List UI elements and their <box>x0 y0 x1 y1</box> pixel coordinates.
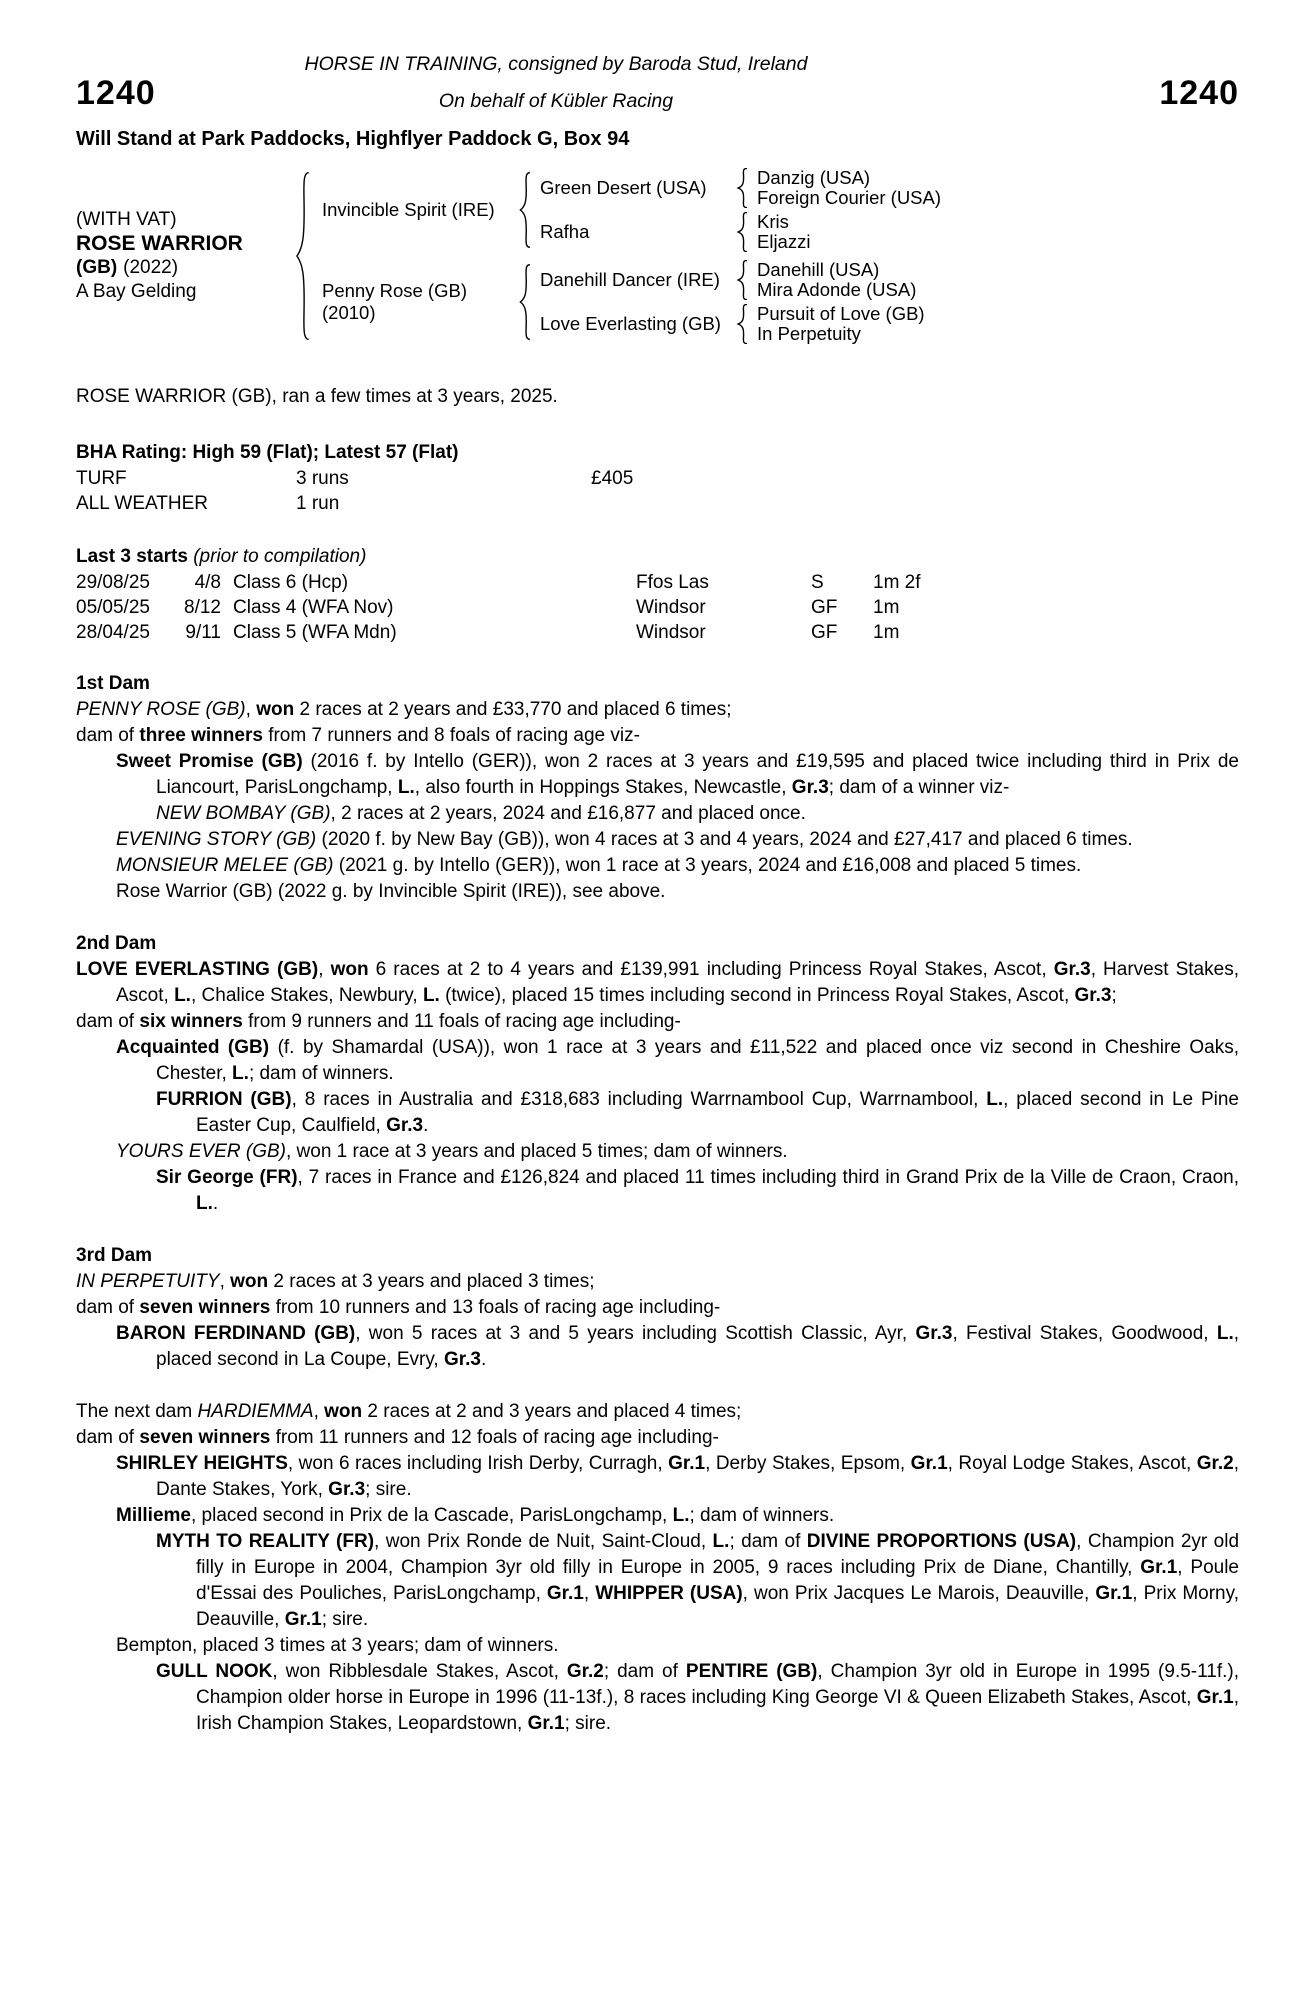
text-segment: , <box>318 959 331 980</box>
text-segment: GULL NOOK <box>156 1661 273 1682</box>
text-segment: Gr.1 <box>546 1583 584 1604</box>
ped-dam-sire-sire: Danehill (USA) <box>757 259 880 280</box>
text-segment: ; dam of a winner viz- <box>828 777 1010 798</box>
text-segment: , 8 races in Australia and £318,683 including Warrnambool Cup, Warrnambool, <box>291 1089 987 1110</box>
ped-sire: Invincible Spirit (IRE) <box>322 199 495 220</box>
text-segment: won <box>330 959 369 980</box>
bha-rating-block <box>76 440 1239 516</box>
ped-sire-sire: Green Desert (USA) <box>540 177 707 198</box>
text-segment: Gr.1 <box>1140 1557 1178 1578</box>
text-segment: , 2 races at 2 years, 2024 and £16,877 and placed once. <box>330 803 806 824</box>
dam-section <box>76 931 1239 1217</box>
catalogue-paragraph <box>76 1659 1239 1737</box>
text-segment: dam of <box>76 1427 140 1448</box>
text-segment: Gr.3 <box>1053 959 1091 980</box>
text-segment: Gr.2 <box>1196 1453 1234 1474</box>
sire-sire-row <box>540 168 941 208</box>
text-segment: Gr.1 <box>668 1453 706 1474</box>
text-segment: , <box>583 1583 596 1604</box>
text-segment: EVENING STORY (GB) <box>116 829 317 850</box>
cell-course: Windsor <box>636 597 706 618</box>
text-segment: (2020 f. by New Bay (GB)), won 4 races at 3 and 4 years, 2024 and £27,417 and placed 6 times. <box>316 829 1133 850</box>
ped-sire-sire-dam: Foreign Courier (USA) <box>757 187 942 208</box>
horse-country-suffix: (GB) <box>76 257 118 278</box>
text-segment: FURRION (GB) <box>156 1089 292 1110</box>
text-segment: , won Prix Ronde de Nuit, Saint-Cloud, <box>374 1531 713 1552</box>
text-segment: Rose Warrior (GB) (2022 g. by Invincible Spirit (IRE)), see above. <box>116 881 666 902</box>
ped-sire-dam: Rafha <box>540 221 590 242</box>
text-segment: Gr.1 <box>1196 1687 1234 1708</box>
cell-runs: 1 run <box>296 493 340 514</box>
horse-name: ROSE WARRIOR <box>76 232 243 255</box>
text-segment: won <box>324 1401 363 1422</box>
dam-section <box>76 1399 1239 1737</box>
text-segment: Gr.3 <box>444 1349 481 1370</box>
catalogue-paragraph <box>76 1633 1239 1659</box>
catalogue-paragraph <box>76 697 1239 723</box>
lot-number-right: 1240 <box>1159 74 1239 112</box>
text-segment: (f. by Shamardal (USA)), won 1 race at 3 years and £11,522 and placed once viz second in Cheshire Oaks, Chester, <box>156 1037 1239 1084</box>
catalogue-paragraph <box>76 1399 1239 1425</box>
text-segment: . <box>480 1349 487 1370</box>
text-segment: MYTH TO REALITY (FR) <box>156 1531 375 1552</box>
cell-course: Windsor <box>636 622 706 643</box>
text-segment: , won Prix Jacques Le Marois, Deauville, <box>742 1583 1096 1604</box>
header-center <box>76 52 1036 116</box>
cell-earnings: £405 <box>591 468 634 489</box>
text-segment: , Prix Morny, Deauville, <box>196 1583 1239 1630</box>
pedigree-brace-icon <box>518 264 531 340</box>
text-segment: The next dam <box>76 1401 198 1422</box>
text-segment: . <box>212 1193 219 1214</box>
cell-pos: 4/8 <box>194 572 221 593</box>
text-segment: (2016 f. by Intello (GER)), won 2 races at 3 years and £19,595 and placed twice including third in Prix de Liancourt, ParisLongchamp, <box>156 751 1239 798</box>
text-segment: Acquainted (GB) <box>116 1037 270 1058</box>
text-segment: Gr.1 <box>910 1453 948 1474</box>
pedigree-brace-icon <box>736 212 748 252</box>
on-behalf-line: On behalf of Kübler Racing <box>438 90 674 112</box>
text-segment: , <box>219 1271 231 1292</box>
catalogue-paragraph <box>76 1503 1239 1529</box>
text-segment: , 7 races in France and £126,824 and placed 11 times including third in Grand Prix de la Ville de Craon, Craon, <box>297 1167 1239 1188</box>
text-segment: , Derby Stakes, Epsom, <box>705 1453 911 1474</box>
dam-sire-row <box>540 260 925 300</box>
catalogue-paragraph <box>76 1451 1239 1503</box>
text-segment: L. <box>174 985 191 1006</box>
text-segment: Gr.1 <box>527 1713 565 1734</box>
text-segment: (2021 g. by Intello (GER)), won 1 race at 3 years, 2024 and £16,008 and placed 5 times. <box>333 855 1082 876</box>
text-segment: L. <box>422 985 440 1006</box>
text-segment: won <box>230 1271 269 1292</box>
text-segment: won <box>256 699 295 720</box>
text-segment: , won 6 races including Irish Derby, Curragh, <box>287 1453 669 1474</box>
text-segment: , Festival Stakes, Goodwood, <box>952 1323 1217 1344</box>
text-segment: 2 races at 2 years and £33,770 and placed 6 times; <box>294 699 732 720</box>
bha-rating-title: BHA Rating: High 59 (Flat); Latest 57 (Flat) <box>76 442 459 463</box>
table-row <box>76 491 1239 516</box>
text-segment: Sweet Promise (GB) <box>116 751 303 772</box>
ped-dam-block <box>322 280 518 324</box>
text-segment: ; <box>1111 985 1117 1006</box>
last-starts-title: Last 3 starts <box>76 546 188 567</box>
dam-dam-row <box>540 304 925 344</box>
text-segment: , placed second in Le Pine Easter Cup, Caulfield, <box>196 1089 1239 1136</box>
text-segment: L. <box>1216 1323 1234 1344</box>
text-segment: , also fourth in Hoppings Stakes, Newcastle, <box>414 777 792 798</box>
text-segment: ; dam of winners. <box>248 1063 394 1084</box>
text-segment: MONSIEUR MELEE (GB) <box>116 855 334 876</box>
catalogue-paragraph <box>76 1165 1239 1217</box>
text-segment: Gr.1 <box>1095 1583 1133 1604</box>
last-starts-heading <box>76 544 1239 570</box>
text-segment: 2 races at 2 and 3 years and placed 4 times; <box>362 1401 742 1422</box>
text-segment: dam of <box>76 1011 140 1032</box>
sire-row <box>322 168 941 252</box>
text-segment: Millieme <box>116 1505 191 1526</box>
text-segment: . <box>423 1115 429 1136</box>
pedigree-tree <box>322 168 941 344</box>
dam-row <box>322 260 941 344</box>
ped-sire-sire-sire: Danzig (USA) <box>757 167 871 188</box>
text-segment: Gr.3 <box>386 1115 424 1136</box>
text-segment: from 10 runners and 13 foals of racing age including- <box>270 1297 721 1318</box>
catalogue-paragraph <box>76 853 1239 879</box>
dam-sire-parents <box>757 260 916 300</box>
catalogue-paragraph <box>76 1009 1239 1035</box>
sire-dam-parents <box>757 212 810 252</box>
text-segment: (twice), placed 15 times including second in Princess Royal Stakes, Ascot, <box>439 985 1075 1006</box>
text-segment: NEW BOMBAY (GB) <box>156 803 331 824</box>
text-segment: three winners <box>139 725 263 746</box>
text-segment: YOURS EVER (GB) <box>116 1141 286 1162</box>
dam-section <box>76 671 1239 905</box>
text-segment: , Irish Champion Stakes, Leopardstown, <box>196 1687 1239 1734</box>
text-segment: Bempton, placed 3 times at 3 years; dam of winners. <box>116 1635 559 1656</box>
cell-course: Ffos Las <box>636 572 709 593</box>
catalogue-paragraph <box>76 1087 1239 1139</box>
text-segment: L. <box>196 1193 213 1214</box>
race-summary-line: ROSE WARRIOR (GB), ran a few times at 3 years, 2025. <box>76 386 558 407</box>
text-segment: , won Ribblesdale Stakes, Ascot, <box>272 1661 567 1682</box>
sire-dam-row <box>540 212 941 252</box>
dam-dam-parents <box>757 304 925 344</box>
table-row <box>76 466 1239 491</box>
cell-going: GF <box>811 597 838 618</box>
cell-surface: TURF <box>76 468 127 489</box>
text-segment: L. <box>712 1531 730 1552</box>
cell-class: Class 6 (Hcp) <box>233 572 349 593</box>
sire-ancestors <box>540 168 941 252</box>
text-segment: SHIRLEY HEIGHTS <box>116 1453 288 1474</box>
cell-earnings <box>591 491 1239 516</box>
text-segment: Gr.3 <box>791 777 829 798</box>
vat-note: (WITH VAT) <box>76 209 177 230</box>
text-segment: dam of <box>76 1297 140 1318</box>
pedigree-brace-icon <box>736 304 748 344</box>
text-segment: from 9 runners and 11 foals of racing age including- <box>242 1011 681 1032</box>
pedigree-brace-icon <box>294 171 310 341</box>
cell-pos: 8/12 <box>184 597 221 618</box>
text-segment: L. <box>397 777 415 798</box>
text-segment: six winners <box>139 1011 243 1032</box>
text-segment: , Champion 2yr old filly in Europe in 2004, Champion 3yr old filly in Europe in 2005, 9 races including Prix de Diane, Chantilly, <box>196 1531 1240 1578</box>
text-segment: , won 1 race at 3 years and placed 5 times; dam of winners. <box>285 1141 788 1162</box>
text-segment: L. <box>232 1063 249 1084</box>
text-segment: Gr.3 <box>915 1323 953 1344</box>
pedigree-brace-icon <box>518 172 531 248</box>
catalogue-paragraph <box>76 1321 1239 1373</box>
cell-distance: 1m 2f <box>873 572 921 593</box>
text-segment: , placed second in La Coupe, Evry, <box>156 1323 1240 1370</box>
catalogue-paragraph <box>76 1269 1239 1295</box>
table-row <box>76 595 1239 620</box>
lot-number-left: 1240 <box>76 74 156 112</box>
cell-date: 05/05/25 <box>76 597 150 618</box>
text-segment: , <box>313 1401 325 1422</box>
text-segment: ; sire. <box>365 1479 412 1500</box>
catalogue-paragraph <box>76 1295 1239 1321</box>
text-segment: ; dam of <box>603 1661 686 1682</box>
text-segment: , Chalice Stakes, Newbury, <box>190 985 423 1006</box>
catalogue-paragraph <box>76 827 1239 853</box>
horse-description: A Bay Gelding <box>76 281 197 302</box>
text-segment: ; dam of <box>729 1531 807 1552</box>
catalogue-paragraph <box>76 1425 1239 1451</box>
cell-class: Class 5 (WFA Mdn) <box>233 622 397 643</box>
text-segment: L. <box>986 1089 1004 1110</box>
text-segment: ; dam of winners. <box>689 1505 835 1526</box>
text-segment: Sir George (FR) <box>156 1167 298 1188</box>
text-segment: , <box>245 699 257 720</box>
text-segment: from 11 runners and 12 foals of racing age including- <box>270 1427 719 1448</box>
horse-suffix-year <box>76 256 294 280</box>
cell-date: 29/08/25 <box>76 572 150 593</box>
cell-distance: 1m <box>873 597 900 618</box>
text-segment: Gr.1 <box>284 1609 322 1630</box>
stand-location-line: Will Stand at Park Paddocks, Highflyer Paddock G, Box 94 <box>76 128 630 150</box>
cell-surface: ALL WEATHER <box>76 493 208 514</box>
dam-section <box>76 1243 1239 1373</box>
catalogue-paragraph <box>76 957 1239 1009</box>
text-segment: Gr.3 <box>328 1479 366 1500</box>
text-segment: L. <box>672 1505 690 1526</box>
horse-identity <box>76 208 294 304</box>
cell-runs: 3 runs <box>296 468 349 489</box>
text-segment: HARDIEMMA <box>197 1401 314 1422</box>
section-heading: 2nd Dam <box>76 933 157 954</box>
text-segment: seven winners <box>139 1297 271 1318</box>
catalogue-paragraph <box>76 723 1239 749</box>
last-starts-block <box>76 544 1239 645</box>
dam-ancestors <box>540 260 925 344</box>
table-row <box>76 570 1239 595</box>
text-segment: PENNY ROSE (GB) <box>76 699 246 720</box>
ped-dam-dam: Love Everlasting (GB) <box>540 313 721 334</box>
sire-sire-parents <box>757 168 941 208</box>
cell-going: S <box>811 572 824 593</box>
dam-sections <box>76 671 1239 1737</box>
starts-table <box>76 570 1239 645</box>
text-segment: BARON FERDINAND (GB) <box>116 1323 356 1344</box>
text-segment: dam of <box>76 725 140 746</box>
text-segment: , Harvest Stakes, Ascot, <box>116 959 1239 1006</box>
pedigree-brace-icon <box>736 168 748 208</box>
section-heading: 1st Dam <box>76 673 150 694</box>
ped-dam-dam-dam: In Perpetuity <box>757 323 861 344</box>
text-segment: ; sire. <box>564 1713 612 1734</box>
catalogue-paragraph <box>76 749 1239 801</box>
text-segment: Gr.3 <box>1074 985 1112 1006</box>
section-heading: 3rd Dam <box>76 1245 153 1266</box>
ped-dam-year: (2010) <box>322 302 376 323</box>
text-segment: , won 5 races at 3 and 5 years including Scottish Classic, Ayr, <box>355 1323 916 1344</box>
text-segment: ; sire. <box>321 1609 369 1630</box>
cell-date: 28/04/25 <box>76 622 150 643</box>
cell-going: GF <box>811 622 838 643</box>
table-row <box>76 620 1239 645</box>
text-segment: DIVINE PROPORTIONS (USA) <box>806 1531 1077 1552</box>
text-segment: WHIPPER (USA) <box>595 1583 743 1604</box>
text-segment: 2 races at 3 years and placed 3 times; <box>268 1271 595 1292</box>
ped-dam-sire-dam: Mira Adonde (USA) <box>757 279 917 300</box>
cell-class: Class 4 (WFA Nov) <box>233 597 394 618</box>
page-header <box>76 52 1239 152</box>
text-segment: , Poule d'Essai des Pouliches, ParisLongchamp, <box>196 1557 1239 1604</box>
text-segment: PENTIRE (GB) <box>685 1661 818 1682</box>
ped-sire-dam-dam: Eljazzi <box>757 231 811 252</box>
text-segment: , placed second in Prix de la Cascade, ParisLongchamp, <box>190 1505 673 1526</box>
horse-year: (2022) <box>123 257 179 278</box>
cell-distance: 1m <box>873 622 900 643</box>
text-segment: 6 races at 2 to 4 years and £139,991 including Princess Royal Stakes, Ascot, <box>368 959 1054 980</box>
catalogue-paragraph <box>76 801 1239 827</box>
catalogue-paragraph <box>76 1139 1239 1165</box>
text-segment: LOVE EVERLASTING (GB) <box>76 959 319 980</box>
cell-pos: 9/11 <box>185 622 221 643</box>
text-segment: IN PERPETUITY <box>76 1271 220 1292</box>
ped-dam-sire: Danehill Dancer (IRE) <box>540 269 720 290</box>
ped-dam: Penny Rose (GB) <box>322 280 467 301</box>
text-segment: , Royal Lodge Stakes, Ascot, <box>947 1453 1197 1474</box>
text-segment: from 7 runners and 8 foals of racing age viz- <box>262 725 640 746</box>
rating-table <box>76 466 1239 516</box>
text-segment: , Dante Stakes, York, <box>156 1453 1240 1500</box>
catalogue-paragraph <box>76 879 1239 905</box>
consignor-line: HORSE IN TRAINING, consigned by Baroda Stud, Ireland <box>304 53 808 75</box>
pedigree-brace-icon <box>736 260 748 300</box>
pedigree-table <box>76 168 1239 344</box>
last-starts-note: (prior to compilation) <box>187 546 367 567</box>
text-segment: seven winners <box>139 1427 271 1448</box>
text-segment: , Champion 3yr old in Europe in 1995 (9.5-11f.), Champion older horse in Europe in 1996 (11-13f.), 8 races including King George VI & Queen Elizabeth Stakes, Ascot, <box>196 1661 1239 1708</box>
text-segment: Gr.2 <box>566 1661 604 1682</box>
ped-dam-dam-sire: Pursuit of Love (GB) <box>757 303 925 324</box>
catalogue-paragraph <box>76 1035 1239 1087</box>
ped-sire-dam-sire: Kris <box>757 211 789 232</box>
catalogue-paragraph <box>76 1529 1239 1633</box>
